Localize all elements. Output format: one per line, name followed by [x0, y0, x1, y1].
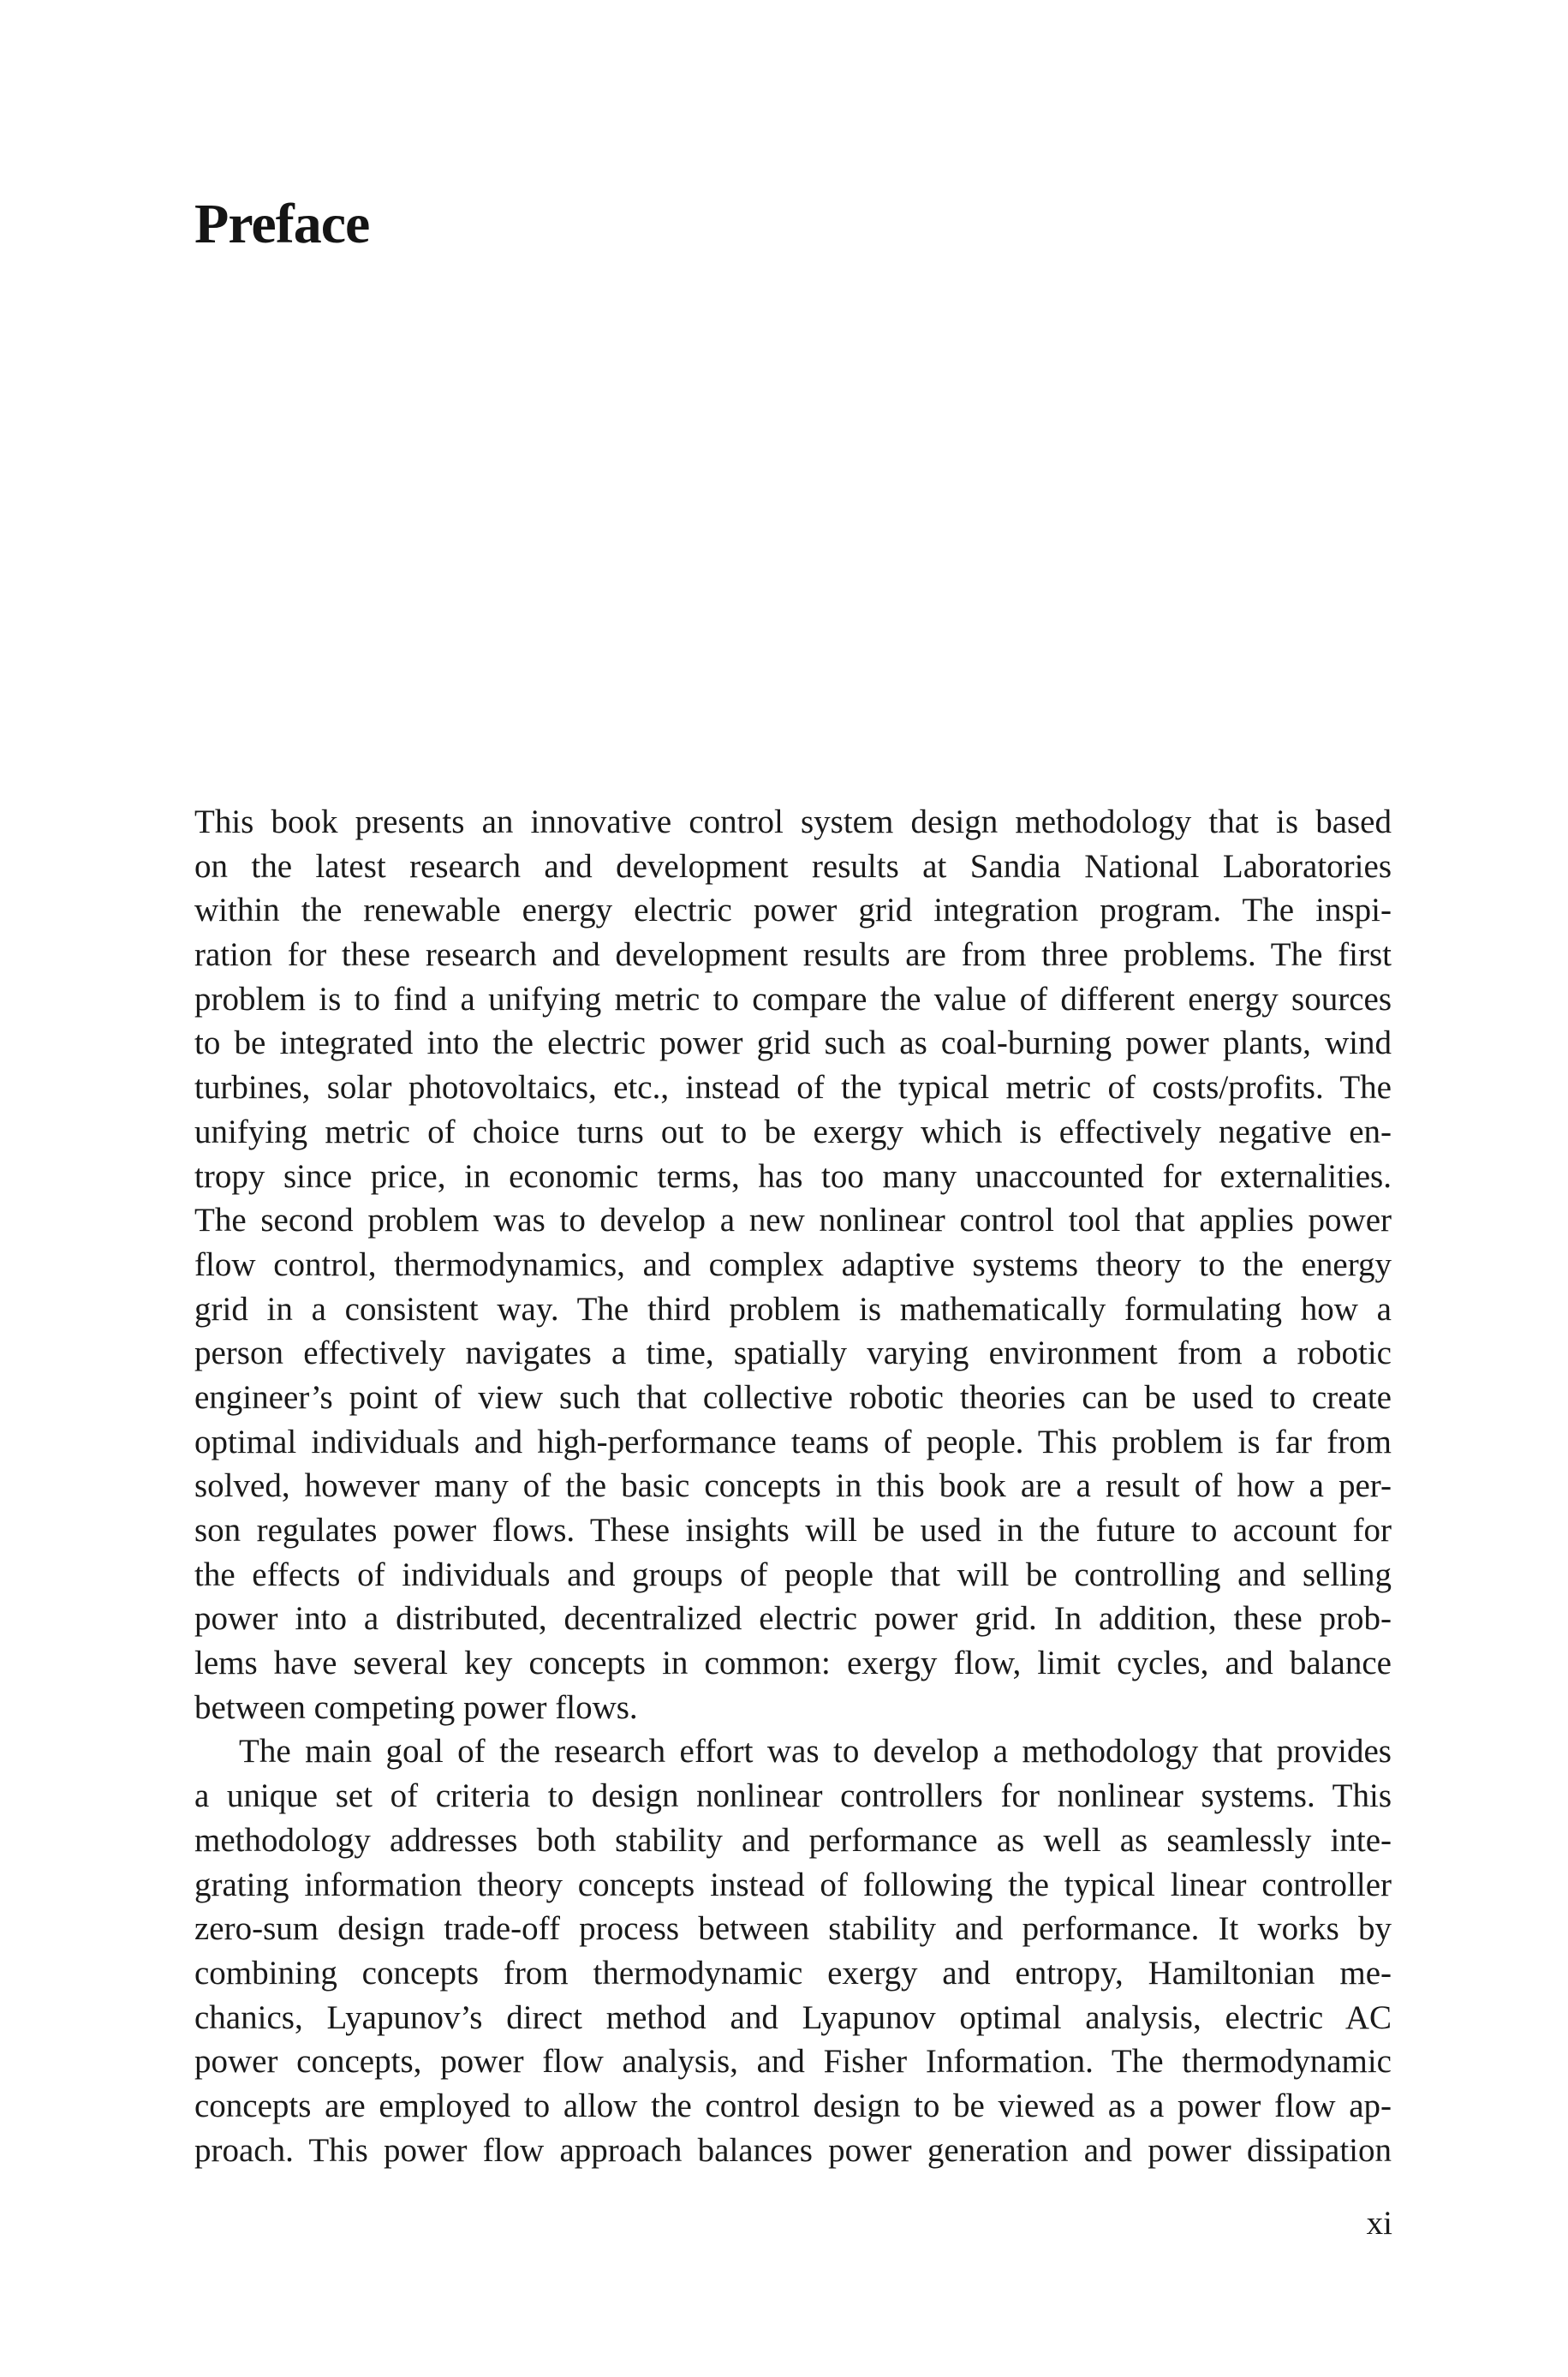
text-line: The second problem was to develop a new nonlinear control tool that applies power — [194, 1202, 1392, 1239]
text-line: turbines, solar photovoltaics, etc., instead of the typical metric of costs/profits. The — [194, 1069, 1392, 1107]
paragraph — [194, 1729, 1392, 2172]
chapter-title: Preface — [194, 193, 370, 255]
text-line: the effects of individuals and groups of people that will be controlling and selling — [194, 1556, 1392, 1593]
text-line: proach. This power flow approach balances power generation and power dissipation — [194, 2131, 1392, 2169]
text-line: unifying metric of choice turns out to be exergy which is effectively negative en- — [194, 1113, 1392, 1150]
text-line: grating information theory concepts instead of following the typical linear controller — [194, 1866, 1392, 1903]
text-line: on the latest research and development results at Sandia National Laboratories — [194, 847, 1392, 885]
text-line: problem is to find a unifying metric to compare the value of different energy sources — [194, 980, 1392, 1018]
text-line: power concepts, power flow analysis, and Fisher Information. The thermodynamic — [194, 2043, 1392, 2081]
text-line: flow control, thermodynamics, and complex adaptive systems theory to the energy — [194, 1245, 1392, 1283]
text-line: engineer’s point of view such that collective robotic theories can be used to create — [194, 1378, 1392, 1416]
text-line: optimal individuals and high-performance teams of people. This problem is far from — [194, 1423, 1392, 1460]
paragraph — [194, 800, 1392, 1729]
text-line: The main goal of the research effort was to develop a methodology that provides — [239, 1733, 1392, 1771]
text-line: to be integrated into the electric power grid such as coal-burning power plants, wind — [194, 1024, 1392, 1062]
text-line: power into a distributed, decentralized electric power grid. In addition, these prob- — [194, 1600, 1392, 1638]
text-line: son regulates power flows. These insights will be used in the future to account for — [194, 1512, 1392, 1549]
page-number: xi — [1366, 2205, 1392, 2242]
text-line: methodology addresses both stability and performance as well as seamlessly inte- — [194, 1821, 1392, 1859]
text-line: concepts are employed to allow the control design to be viewed as a power flow ap- — [194, 2087, 1392, 2124]
text-line: zero-sum design trade-off process between stability and performance. It works by — [194, 1910, 1392, 1948]
text-line: tropy since price, in economic terms, has too many unaccounted for externalities. — [194, 1157, 1392, 1195]
text-line: between competing power flows. — [194, 1688, 638, 1726]
text-line: lems have several key concepts in common: exergy flow, limit cycles, and balance — [194, 1645, 1392, 1682]
text-line: person effectively navigates a time, spatially varying environment from a robotic — [194, 1335, 1392, 1372]
text-line: within the renewable energy electric power grid integration program. The inspi- — [194, 892, 1392, 929]
text-line: ration for these research and development results are from three problems. The first — [194, 936, 1392, 974]
text-line: grid in a consistent way. The third problem is mathematically formulating how a — [194, 1290, 1392, 1328]
text-line: combining concepts from thermodynamic exergy and entropy, Hamiltonian me- — [194, 1954, 1392, 1992]
text-line: chanics, Lyapunov’s direct method and Lyapunov optimal analysis, electric AC — [194, 1998, 1392, 2036]
text-line: This book presents an innovative control system design methodology that is based — [194, 803, 1392, 840]
text-line: solved, however many of the basic concepts in this book are a result of how a per- — [194, 1467, 1392, 1505]
text-line: a unique set of criteria to design nonlinear controllers for nonlinear systems. This — [194, 1777, 1392, 1815]
preface-body — [194, 800, 1392, 2172]
